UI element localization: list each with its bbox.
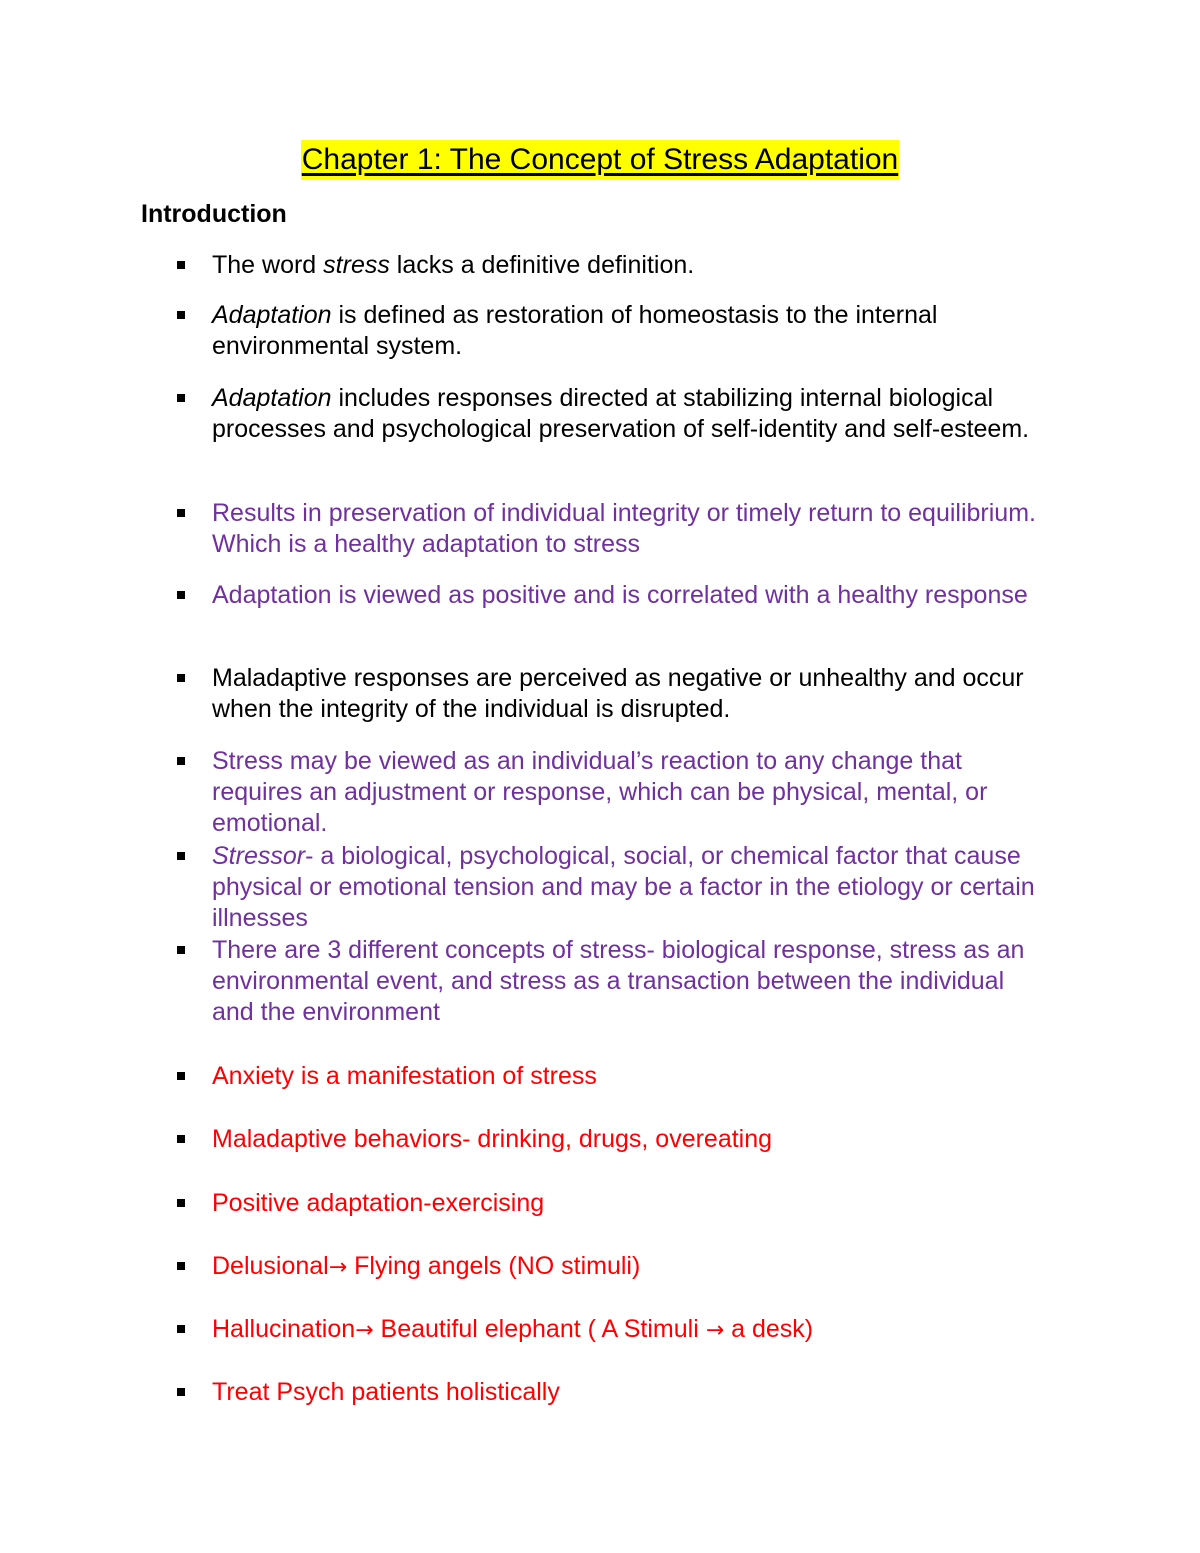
section-heading: Introduction [141,200,287,228]
list-item-text [212,250,1052,281]
list-item-text [212,383,1052,445]
text-segment: Results in preservation of individual integrity or timely return to equilibrium. Which is a healthy adaptation to stress [212,499,1036,558]
text-segment: Delusional [212,1252,329,1280]
square-bullet-icon [177,852,185,860]
list-item-text [212,580,1052,611]
square-bullet-icon [177,757,185,765]
italic-term: Adaptation [212,384,332,412]
list-item-text [212,1377,1052,1408]
list-item-text [212,841,1052,934]
square-bullet-icon [177,591,185,599]
square-bullet-icon [177,1325,185,1333]
list-item-text [212,1251,1052,1283]
square-bullet-icon [177,311,185,319]
list-item-text [212,1188,1052,1219]
text-segment: lacks a definitive definition. [389,251,695,279]
list-item-text [212,663,1052,725]
text-segment: includes responses directed at stabilizing internal biological processes and psychological preservation of self-identity and self-esteem. [212,384,1030,443]
square-bullet-icon [177,946,185,954]
title-container [0,140,1200,180]
text-segment: Adaptation is viewed as positive and is correlated with a healthy response [212,581,1028,609]
list-item-text [212,746,1052,839]
italic-term: stress [323,251,390,279]
list-item-text [212,1314,1052,1346]
square-bullet-icon [177,394,185,402]
list-item-text [212,1124,1052,1155]
text-segment: Treat Psych patients holistically [212,1378,560,1406]
text-segment: Maladaptive responses are perceived as negative or unhealthy and occur when the integrity of the individual is disrupted. [212,664,1024,723]
italic-term: Stressor [212,842,306,870]
text-segment: Beautiful elephant ( A Stimuli [373,1315,706,1343]
square-bullet-icon [177,1388,185,1396]
page-title: Chapter 1: The Concept of Stress Adaptation [301,140,899,180]
list-item-text [212,300,1052,362]
arrow-right-icon: → [328,1255,348,1280]
text-segment: a desk) [724,1315,814,1343]
square-bullet-icon [177,1135,185,1143]
square-bullet-icon [177,509,185,517]
text-segment: Positive adaptation-exercising [212,1189,545,1217]
italic-term: Adaptation [212,301,332,329]
square-bullet-icon [177,1072,185,1080]
square-bullet-icon [177,261,185,269]
square-bullet-icon [177,1262,185,1270]
text-segment: is defined as restoration of homeostasis to the internal environmental system. [212,301,938,360]
text-segment: There are 3 different concepts of stress- biological response, stress as an environmental event, and stress as a transaction between the individual and the environment [212,936,1025,1026]
square-bullet-icon [177,1199,185,1207]
text-segment: Maladaptive behaviors- drinking, drugs, overeating [212,1125,773,1153]
text-segment: Flying angels (NO stimuli) [347,1252,641,1280]
text-segment: Stress may be viewed as an individual’s reaction to any change that requires an adjustment or response, which can be physical, mental, or emotional. [212,747,988,837]
text-segment: Hallucination [212,1315,356,1343]
arrow-right-icon: → [355,1318,374,1343]
text-segment: Anxiety is a manifestation of stress [212,1062,597,1090]
square-bullet-icon [177,674,185,682]
list-item-text [212,935,1052,1028]
text-segment: The word [212,251,324,279]
arrow-right-icon: → [705,1318,725,1343]
list-item-text [212,1061,1052,1092]
text-segment: - a biological, psychological, social, or chemical factor that cause physical or emotional tension and may be a factor in the etiology or certain illnesses [212,842,1035,932]
list-item-text [212,498,1052,560]
